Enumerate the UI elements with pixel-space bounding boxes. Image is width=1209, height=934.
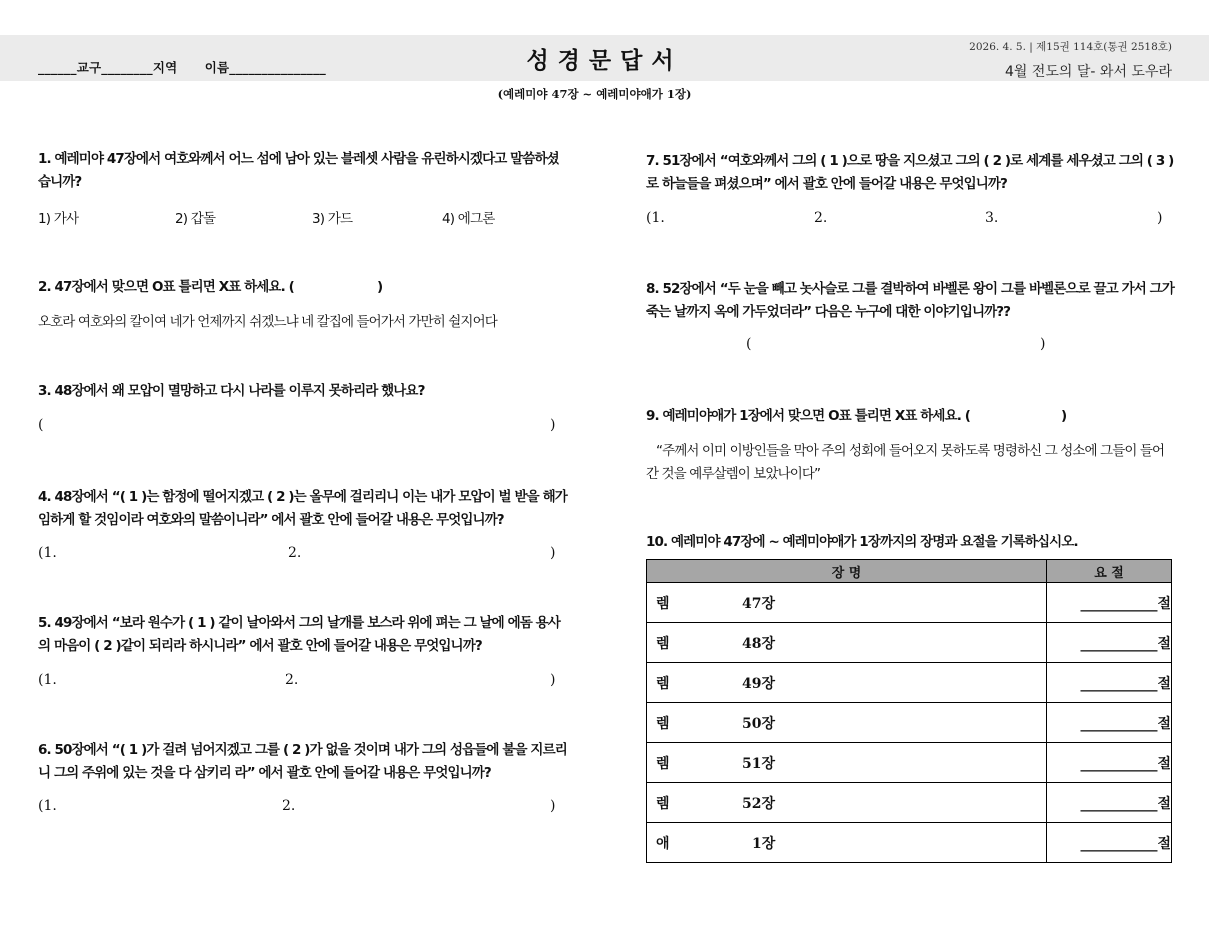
q4-answer-1[interactable]: (1.: [38, 545, 57, 561]
q1-option-3[interactable]: 3) 가드: [312, 211, 353, 227]
q4-answer-2[interactable]: 2.: [288, 545, 302, 561]
row-chapter: 49장: [742, 675, 776, 692]
row-book: 렘: [656, 675, 670, 692]
row-verse-blank[interactable]: ___________절: [1047, 703, 1172, 743]
row-book: 렘: [656, 795, 670, 812]
question-3: 3. 48장에서 왜 모압이 멸망하고 다시 나라를 이루지 못하리라 했나요?: [38, 383, 425, 399]
q1-option-2[interactable]: 2) 갑돌: [175, 211, 216, 227]
question-2: 2. 47장에서 맞으면 O표 틀리면 X표 하세요. (: [38, 279, 294, 295]
question-7: 7. 51장에서 “여호와께서 그의 ( 1 )으로 땅을 지으셨고 그의 ( 2 )로 세계를 세우셨고 그의 ( 3 )로 하늘들을 펴셨으며” 에서 괄호 안에 들어갈 내용은 무엇입니까?: [646, 153, 1174, 192]
q1-option-4[interactable]: 4) 에그론: [442, 211, 495, 227]
column-header-verse: 요 절: [1047, 560, 1172, 583]
table-row: [647, 583, 1172, 623]
row-chapter: 48장: [742, 635, 776, 652]
row-verse-blank[interactable]: ___________절: [1047, 623, 1172, 663]
question-5: 5. 49장에서 “보라 원수가 ( 1 ) 같이 날아와서 그의 날개를 보스라 위에 펴는 그 날에 에돔 용사의 마음이 ( 2 )같이 되리라 하시니라” 에서 괄호 안에 들어갈 내용은 무엇입니까?: [38, 615, 560, 654]
q7-answer-1[interactable]: (1.: [646, 210, 665, 226]
table-row: [647, 743, 1172, 783]
month-theme: 4월 전도의 달- 와서 도우라: [1005, 64, 1172, 80]
row-chapter: 50장: [742, 715, 776, 732]
q2-answer-close[interactable]: ): [377, 279, 383, 295]
q5-answer-1[interactable]: (1.: [38, 672, 57, 688]
issue-info: 2026. 4. 5. | 제15권 114호(통권 2518호): [969, 41, 1172, 53]
q7-answer-2[interactable]: 2.: [814, 210, 828, 226]
q6-answer-close: ): [550, 798, 556, 814]
q2-quote: 오호라 여호와의 칼이여 네가 언제까지 쉬겠느냐 네 칼집에 들어가서 가만히 쉴지어다: [38, 314, 497, 330]
question-8: 8. 52장에서 “두 눈을 빼고 놋사슬로 그를 결박하여 바벨론 왕이 그를 바벨론으로 끌고 가서 그가 죽는 날까지 옥에 가두었더라” 다음은 누구에 대한 이야기입니까??: [646, 281, 1174, 320]
table-row: [647, 783, 1172, 823]
q7-answer-close: ): [1157, 210, 1163, 226]
q9-quote: “주께서 이미 이방인들을 막아 주의 성회에 들어오지 못하도록 명령하신 그 성소에 그들이 들어간 것을 예루살렘이 보았나이다”: [646, 443, 1165, 482]
q3-answer-open[interactable]: (: [38, 417, 44, 433]
q9-answer-close[interactable]: ): [1061, 408, 1067, 424]
q6-answer-2[interactable]: 2.: [282, 798, 296, 814]
question-1: 1. 예레미야 47장에서 여호와께서 어느 섬에 남아 있는 블레셋 사람을 유린하시겠다고 말씀하셨습니까?: [38, 151, 559, 190]
page-title: 성경문답서: [526, 47, 683, 74]
q7-answer-3[interactable]: 3.: [985, 210, 999, 226]
q8-answer-open[interactable]: (: [746, 336, 752, 352]
table-row: [647, 703, 1172, 743]
question-10: 10. 예레미야 47장에 ~ 예레미야애가 1장까지의 장명과 요절을 기록하십시오.: [646, 534, 1078, 550]
q6-answer-1[interactable]: (1.: [38, 798, 57, 814]
page-subtitle: (예레미야 47장 ~ 예레미야애가 1장): [497, 87, 692, 101]
q5-answer-close: ): [550, 672, 556, 688]
table-row: [647, 663, 1172, 703]
question-4: 4. 48장에서 “( 1 )는 함정에 떨어지겠고 ( 2 )는 올무에 걸리리니 이는 내가 모압이 벌 받을 해가 임하게 할 것임이라 여호와의 말씀이니라” 에서 괄호 안에 들어갈 내용은 무엇입니까?: [38, 489, 567, 528]
q4-answer-close: ): [550, 545, 556, 561]
row-chapter: 52장: [742, 795, 776, 812]
row-verse-blank[interactable]: ___________절: [1047, 583, 1172, 623]
row-verse-blank[interactable]: ___________절: [1047, 663, 1172, 703]
q5-answer-2[interactable]: 2.: [285, 672, 299, 688]
table-row: [647, 823, 1172, 863]
row-chapter: 51장: [742, 755, 776, 772]
column-header-chapter: 장 명: [647, 560, 1047, 583]
table-row: [647, 623, 1172, 663]
row-chapter: 47장: [742, 595, 776, 612]
q3-answer-close[interactable]: ): [550, 417, 556, 433]
question-9: 9. 예레미야애가 1장에서 맞으면 O표 틀리면 X표 하세요. (: [646, 408, 971, 424]
chapter-verse-table: [646, 559, 1172, 863]
question-6: 6. 50장에서 “( 1 )가 걸려 넘어지겠고 그를 ( 2 )가 없을 것이며 내가 그의 성읍들에 불을 지르리니 그의 주위에 있는 것을 다 삼키리 라” 에서 괄호 안에 들어갈 내용은 무엇입니까?: [38, 742, 567, 781]
row-book: 렘: [656, 595, 670, 612]
row-book: 렘: [656, 715, 670, 732]
row-verse-blank[interactable]: ___________절: [1047, 783, 1172, 823]
row-verse-blank[interactable]: ___________절: [1047, 823, 1172, 863]
row-book: 애: [656, 835, 670, 852]
name-fill-line[interactable]: ______교구________지역 이름_______________: [38, 60, 327, 75]
row-verse-blank[interactable]: ___________절: [1047, 743, 1172, 783]
row-book: 렘: [656, 635, 670, 652]
q8-answer-close[interactable]: ): [1040, 336, 1046, 352]
q1-option-1[interactable]: 1) 가사: [38, 211, 79, 227]
row-chapter: 1장: [752, 835, 776, 852]
row-book: 렘: [656, 755, 670, 772]
